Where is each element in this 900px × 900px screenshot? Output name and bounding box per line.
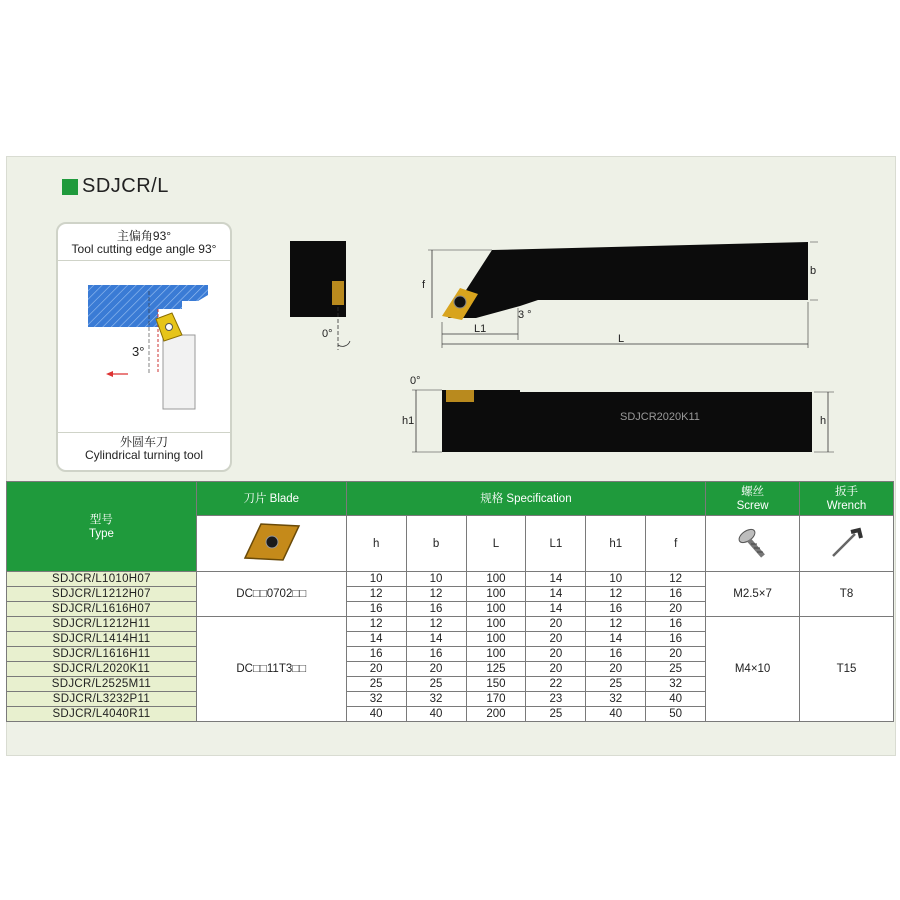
- angle-mark-label: 3°: [132, 344, 145, 359]
- side-h-label: h: [820, 415, 827, 427]
- col-h: h: [346, 516, 406, 572]
- top-angle-label: 3 °: [518, 309, 532, 321]
- cell-h1: 40: [586, 707, 646, 722]
- cell-L: 170: [466, 692, 526, 707]
- blade-image-cell: [196, 516, 346, 572]
- cell-f: 12: [646, 572, 706, 587]
- cell-b: 16: [406, 602, 466, 617]
- table-row-type: SDJCR/L1010H07: [7, 572, 197, 587]
- wrench-image-cell: [800, 516, 894, 572]
- cell-f: 40: [646, 692, 706, 707]
- cell-f: 32: [646, 677, 706, 692]
- cell-h: 10: [346, 572, 406, 587]
- cell-f: 25: [646, 662, 706, 677]
- table-row-type: SDJCR/L1414H11: [7, 632, 197, 647]
- green-square-icon: [62, 179, 78, 195]
- cell-L: 100: [466, 647, 526, 662]
- tool-cn-label: 外圆车刀: [119, 435, 168, 449]
- spec-header: 规格 Specification: [346, 482, 705, 516]
- cell-L1: 20: [526, 647, 586, 662]
- col-L: L: [466, 516, 526, 572]
- cell-h1: 16: [586, 602, 646, 617]
- end-view-drawing: [280, 235, 370, 355]
- wrench-cell-group-1: T8: [800, 572, 894, 617]
- cell-f: 16: [646, 587, 706, 602]
- cell-L: 100: [466, 602, 526, 617]
- cell-h: 40: [346, 707, 406, 722]
- cell-h1: 12: [586, 587, 646, 602]
- col-h1: h1: [586, 516, 646, 572]
- cell-h1: 25: [586, 677, 646, 692]
- cell-L1: 14: [526, 602, 586, 617]
- cell-L: 150: [466, 677, 526, 692]
- screw-cell-group-2: M4×10: [706, 617, 800, 722]
- side-view-drawing: [398, 370, 838, 460]
- angle-en-label: Tool cutting edge angle 93°: [71, 242, 217, 256]
- cell-L1: 23: [526, 692, 586, 707]
- table-row-type: SDJCR/L1616H11: [7, 647, 197, 662]
- box-divider-bottom: [58, 432, 230, 433]
- top-l1-label: L1: [474, 323, 487, 335]
- screw-header-cn: 螺丝: [741, 485, 765, 498]
- table-row-type: SDJCR/L1616H07: [7, 602, 197, 617]
- turning-diagram: [58, 261, 230, 431]
- cell-h1: 16: [586, 647, 646, 662]
- type-header-cn: 型号: [89, 513, 113, 526]
- top-l-label: L: [618, 333, 625, 345]
- table-row-type: SDJCR/L1212H07: [7, 587, 197, 602]
- cell-L1: 20: [526, 632, 586, 647]
- cell-b: 14: [406, 632, 466, 647]
- screw-header-en: Screw: [736, 499, 769, 512]
- cell-b: 12: [406, 587, 466, 602]
- spec-table: [6, 481, 894, 722]
- cell-h: 25: [346, 677, 406, 692]
- cell-h: 12: [346, 587, 406, 602]
- type-header-en: Type: [88, 527, 114, 540]
- col-L1: L1: [526, 516, 586, 572]
- blade-cell-group-1: DC□□0702□□: [196, 572, 346, 617]
- table-row-type: SDJCR/L1212H11: [7, 617, 197, 632]
- engraving-label: SDJCR2020K11: [620, 411, 700, 423]
- blade-cell-group-2: DC□□11T3□□: [196, 617, 346, 722]
- side-angle-label: 0°: [410, 375, 421, 387]
- cell-L: 100: [466, 572, 526, 587]
- wrench-cell-group-2: T15: [800, 617, 894, 722]
- wrench-header-cn: 扳手: [835, 485, 859, 498]
- cell-L: 200: [466, 707, 526, 722]
- table-row-type: SDJCR/L2020K11: [7, 662, 197, 677]
- cell-h: 12: [346, 617, 406, 632]
- cell-h: 16: [346, 602, 406, 617]
- feed-arrow-icon: [106, 371, 113, 377]
- insert-icon: [231, 518, 311, 566]
- cell-h1: 12: [586, 617, 646, 632]
- cell-h1: 14: [586, 632, 646, 647]
- cell-L1: 25: [526, 707, 586, 722]
- cell-b: 25: [406, 677, 466, 692]
- top-view-body: [448, 242, 808, 318]
- screw-cell-group-1: M2.5×7: [706, 572, 800, 617]
- cell-f: 20: [646, 602, 706, 617]
- col-f: f: [646, 516, 706, 572]
- cell-h: 20: [346, 662, 406, 677]
- cell-L: 125: [466, 662, 526, 677]
- cell-b: 16: [406, 647, 466, 662]
- table-row-type: SDJCR/L4040R11: [7, 707, 197, 722]
- screw-header: [706, 482, 800, 516]
- cell-f: 16: [646, 617, 706, 632]
- top-f-label: f: [422, 279, 426, 291]
- cell-L1: 20: [526, 662, 586, 677]
- cell-b: 10: [406, 572, 466, 587]
- cell-L: 100: [466, 617, 526, 632]
- table-row-type: SDJCR/L2525M11: [7, 677, 197, 692]
- cell-h1: 20: [586, 662, 646, 677]
- cell-b: 20: [406, 662, 466, 677]
- cell-h1: 32: [586, 692, 646, 707]
- workpiece-shape: [88, 285, 208, 327]
- table-row-type: SDJCR/L3232P11: [7, 692, 197, 707]
- wrench-icon: [825, 522, 869, 562]
- title-text: SDJCR/L: [82, 175, 169, 197]
- wrench-header: [800, 482, 894, 516]
- screw-icon: [733, 522, 773, 562]
- screw-image-cell: [706, 516, 800, 572]
- end-view-body: [290, 241, 346, 317]
- cell-h: 32: [346, 692, 406, 707]
- cell-L1: 20: [526, 617, 586, 632]
- cell-L: 100: [466, 632, 526, 647]
- cell-b: 32: [406, 692, 466, 707]
- col-b: b: [406, 516, 466, 572]
- holder-shank: [163, 335, 195, 409]
- section-title: [62, 175, 169, 198]
- cell-b: 40: [406, 707, 466, 722]
- cell-L1: 14: [526, 572, 586, 587]
- cell-f: 50: [646, 707, 706, 722]
- cell-b: 12: [406, 617, 466, 632]
- type-header: [7, 482, 197, 572]
- top-view-drawing: [418, 236, 818, 351]
- wrench-header-en: Wrench: [826, 499, 867, 512]
- top-b-label: b: [810, 265, 817, 277]
- side-h1-label: h1: [402, 415, 415, 427]
- cell-L1: 22: [526, 677, 586, 692]
- cutting-angle-illustration: [56, 222, 232, 472]
- cell-f: 16: [646, 632, 706, 647]
- angle-cn-label: 主偏角93°: [116, 229, 172, 243]
- cell-h: 16: [346, 647, 406, 662]
- cell-f: 20: [646, 647, 706, 662]
- cell-L1: 14: [526, 587, 586, 602]
- tool-en-label: Cylindrical turning tool: [84, 448, 204, 462]
- cell-h: 14: [346, 632, 406, 647]
- end-angle-label: 0°: [322, 328, 333, 340]
- cell-L: 100: [466, 587, 526, 602]
- blade-header: 刀片 Blade: [196, 482, 346, 516]
- cell-h1: 10: [586, 572, 646, 587]
